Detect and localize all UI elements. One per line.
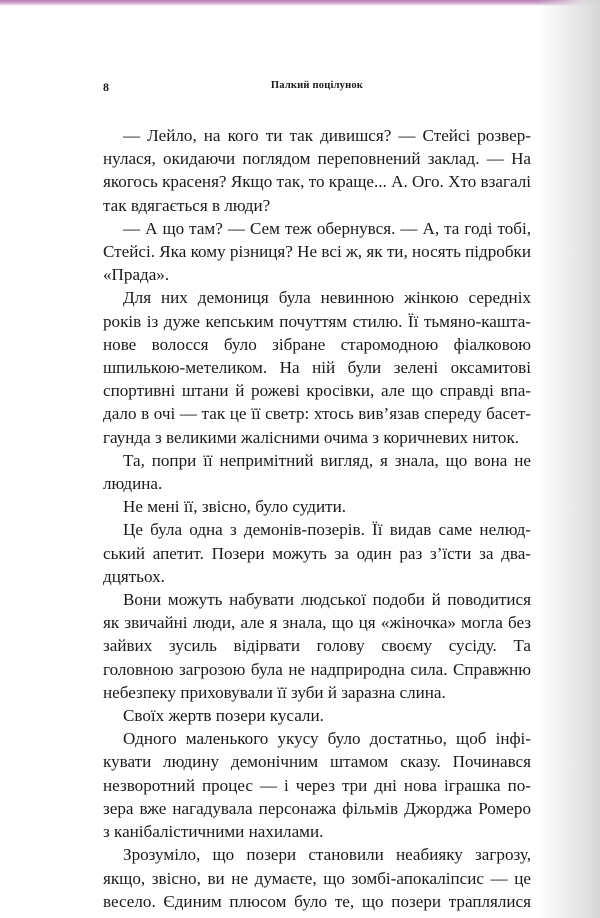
page-header <box>103 80 531 96</box>
paragraph-4: Та, попри її непримітний вигляд, я знала, що вона не людина. <box>103 450 531 494</box>
paragraph-8: Своїх жертв позери кусали. <box>123 706 324 726</box>
paragraph-2: — А що там? — Сем теж обернувся. — А, та годі тобі, Стейсі. Яка кому різниця? Не всі ж, як ти, носять підробки «Прада». <box>103 218 531 285</box>
paragraph-7: Вони можуть набувати людської подоби й поводитися як звичайні люди, але я знала, що ця «жіночка» могла без зайвих зусиль відірвати голову своєму сусіду. Та головною загрозою була не надприродна сила. Справжню небезпеку приховували її зуби й заразна слина. <box>103 590 531 702</box>
paragraph-6: Це була одна з демонів-позерів. Її видав саме нелюдський апетит. Позери можуть за один раз з’їсти за двадцятьох. <box>103 520 531 586</box>
paragraph-5: Не мені її, звісно, було судити. <box>123 497 346 517</box>
page-gutter-shadow <box>538 0 600 918</box>
page-top-edge <box>0 0 600 6</box>
page-number: 8 <box>103 80 109 94</box>
paragraph-3: Для них демониця була невинною жінкою середніх років із дуже кепським почуттям стилю. Її тьмяно-каштанове волосся було зібране старомодною фіалковою шпилькою-метеликом. На ній були зелені оксамитові спортивні штани й рожеві кросівки, але що справді впадало в очі — так це її светр: хтось вив’язав спереду басет-гаунда з великими жалісними очима з коричневих ниток. <box>103 288 531 447</box>
paragraph-10: Зрозуміло, що позери становили неабияку загрозу, якщо, звісно, ви не думаєте, що зомбі-апокаліпсис — це весело. Єдиним плюсом було те, що позери траплялися <box>103 845 531 911</box>
body-text <box>103 124 531 913</box>
paragraph-1: — Лейло, на кого ти так дивишся? — Стейсі розвернулася, окидаючи поглядом переповнений заклад. — На якогось красеня? Якщо так, то краще... А. Ого. Хто взагалі так вдягається в люди? <box>103 126 531 215</box>
running-title: Палкий поцілунок <box>270 80 364 91</box>
paragraph-9: Одного маленького укусу було достатньо, щоб інфікувати людину демонічним штамом сказу. Починався незворотний процес — і через три дні нова іграшка позера вже нагадувала персонажа фільмів Джорджа Ромеро з канібалістичними нахилами. <box>103 729 531 842</box>
